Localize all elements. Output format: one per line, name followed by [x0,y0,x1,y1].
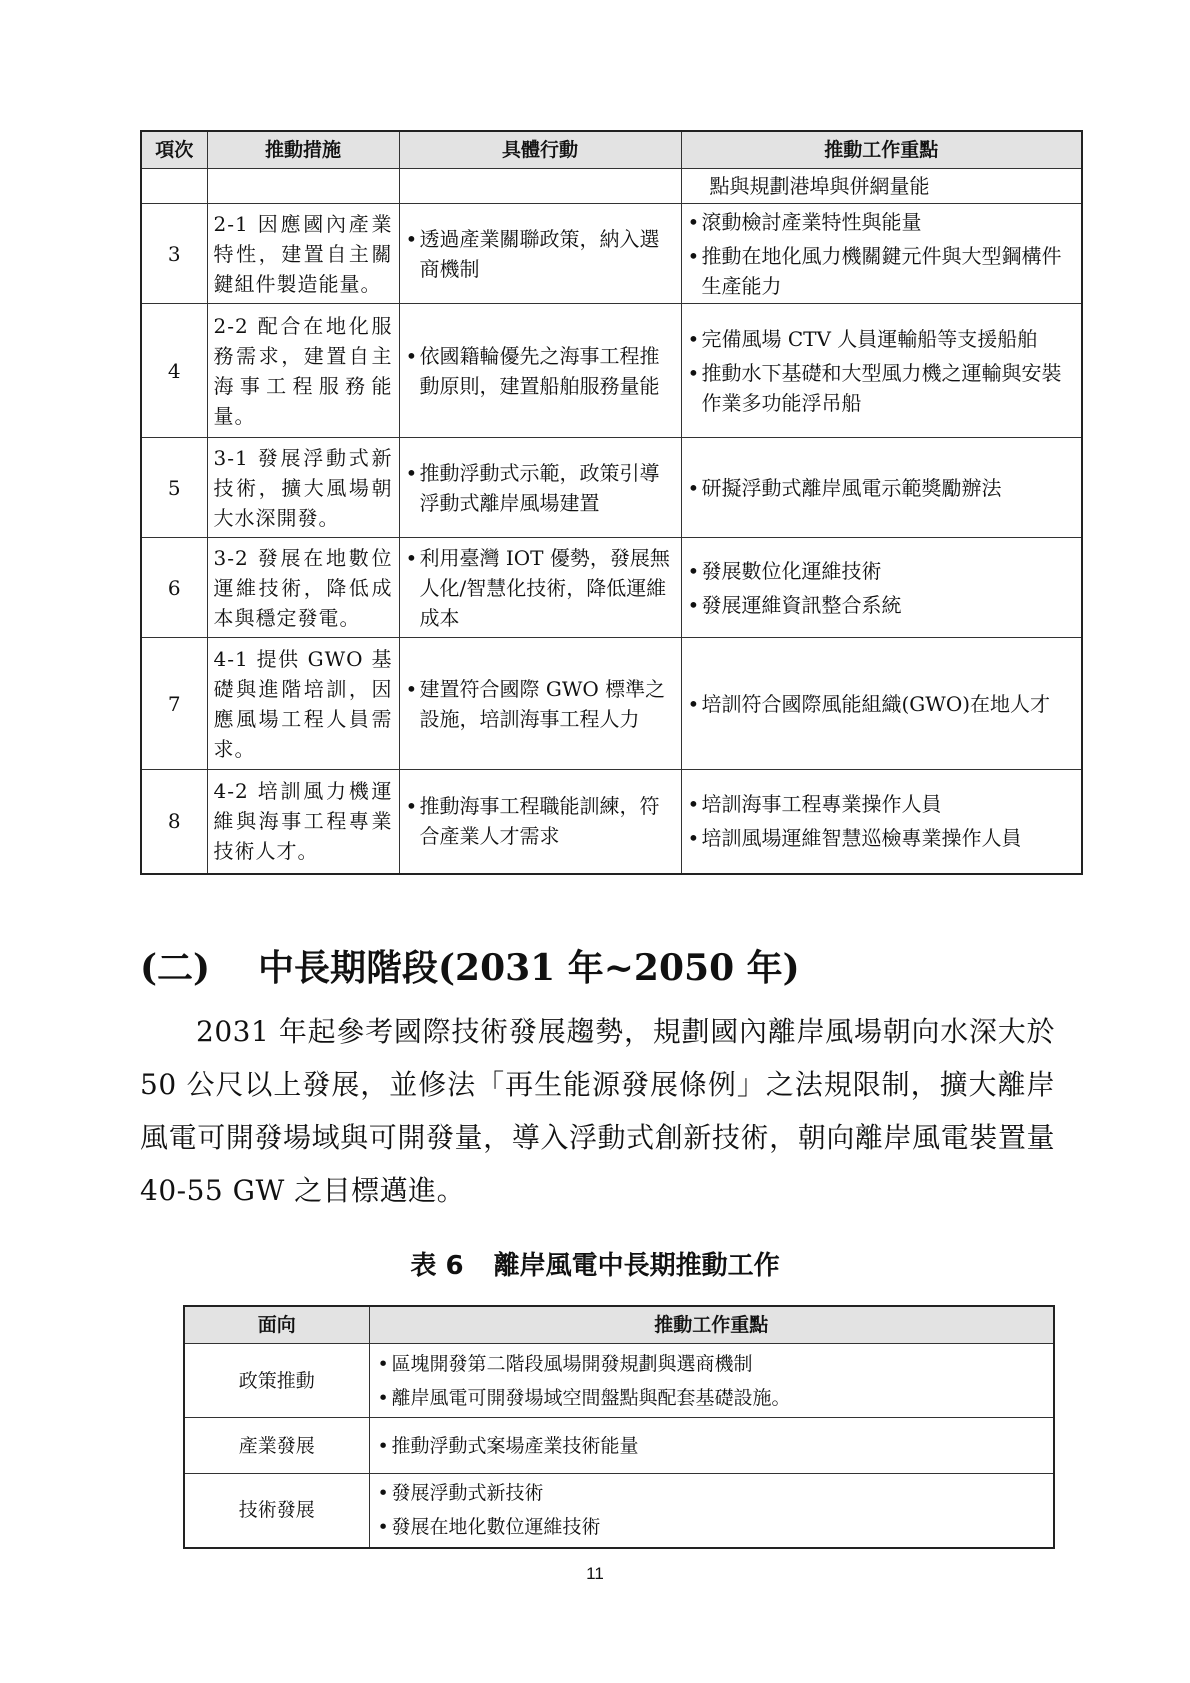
table-row [141,304,1082,438]
table-header-row [184,1306,1054,1344]
list-item: • 發展數位化運維技術 [688,556,1076,586]
section-title: 中長期階段(2031 年~2050 年) [258,947,800,989]
header-aspect: 面向 [184,1306,369,1344]
table-header-row [141,131,1082,169]
table-row [184,1344,1054,1418]
row-aspect: 產業發展 [184,1418,369,1474]
row-measure: 2-1 因應國內產業特性，建置自主關鍵組件製造能量。 [207,204,399,304]
list-item: • 推動在地化風力機關鍵元件與大型鋼構件生產能力 [688,241,1076,301]
row-measure: 4-1 提供 GWO 基礎與進階培訓，因應風場工程人員需求。 [207,638,399,770]
row-measure: 3-1 發展浮動式新技術，擴大風場朝大水深開發。 [207,438,399,538]
measures-table [140,130,1083,875]
table-row [141,538,1082,638]
list-item: • 推動海事工程職能訓練，符合產業人才需求 [406,791,675,851]
section-number: (二) [140,947,211,989]
row-number: 6 [141,538,207,638]
header-item-no: 項次 [141,131,207,169]
table-row [184,1418,1054,1474]
header-measure: 推動措施 [207,131,399,169]
table-row [141,438,1082,538]
body-paragraph: 2031 年起參考國際技術發展趨勢，規劃國內離岸風場朝向水深大於 50 公尺以上發展，並修法「再生能源發展條例」之法規限制，擴大離岸風電可開發場域與可開發量，導入浮動式創新技術，朝向離岸風電裝置量 40-55 GW 之目標邁進。 [140,1015,1055,1207]
page-number: 11 [586,1564,604,1583]
table-caption [0,1245,1190,1282]
list-item: • 透過產業關聯政策，納入選商機制 [406,224,675,284]
list-item: • 培訓海事工程專業操作人員 [688,789,1076,819]
list-item: • 培訓符合國際風能組織(GWO)在地人才 [688,689,1076,719]
row-number: 8 [141,770,207,874]
list-item: • 離岸風電可開發場域空間盤點與配套基礎設施。 [378,1381,1046,1415]
list-item: • 建置符合國際 GWO 標準之設施，培訓海事工程人力 [406,674,675,734]
row-number: 7 [141,638,207,770]
caption-number: 表 6 [410,1251,464,1281]
caption-title: 離岸風電中長期推動工作 [493,1251,780,1281]
row-aspect: 技術發展 [184,1474,369,1548]
row-aspect: 政策推動 [184,1344,369,1418]
table-row [184,1474,1054,1548]
table-row [141,770,1082,874]
row-measure: 3-2 發展在地數位運維技術，降低成本與穩定發電。 [207,538,399,638]
header-action: 具體行動 [399,131,681,169]
list-item: • 發展在地化數位運維技術 [378,1510,1046,1544]
list-item: • 滾動檢討產業特性與能量 [688,207,1076,237]
row-number: 4 [141,304,207,438]
list-item: • 發展運維資訊整合系統 [688,590,1076,620]
list-item: • 區塊開發第二階段風場開發規劃與選商機制 [378,1347,1046,1381]
list-item: • 推動浮動式示範，政策引導浮動式離岸風場建置 [406,458,675,518]
list-item: • 完備風場 CTV 人員運輸船等支援船舶 [688,324,1076,354]
row-number: 5 [141,438,207,538]
row-measure: 2-2 配合在地化服務需求，建置自主海事工程服務能量。 [207,304,399,438]
list-item: • 研擬浮動式離岸風電示範獎勵辦法 [688,473,1076,503]
list-item: • 推動浮動式案場產業技術能量 [378,1429,1046,1463]
list-item: • 依國籍輪優先之海事工程推動原則，建置船舶服務量能 [406,341,675,401]
table-row [141,638,1082,770]
header-focus: 推動工作重點 [681,131,1082,169]
list-item: • 發展浮動式新技術 [378,1476,1046,1510]
long-term-table [183,1305,1055,1549]
section-heading [140,940,800,991]
list-item: • 培訓風場運維智慧巡檢專業操作人員 [688,823,1076,853]
header-focus: 推動工作重點 [369,1306,1054,1344]
table-row [141,204,1082,304]
row-number: 3 [141,204,207,304]
continuation-text: 點與規劃港埠與併網量能 [681,169,1082,204]
list-item: • 推動水下基礎和大型風力機之運輸與安裝作業多功能浮吊船 [688,358,1076,418]
list-item: • 利用臺灣 IOT 優勢，發展無人化/智慧化技術，降低運維成本 [406,543,675,633]
row-measure: 4-2 培訓風力機運維與海事工程專業技術人才。 [207,770,399,874]
continuation-row [141,169,1082,204]
